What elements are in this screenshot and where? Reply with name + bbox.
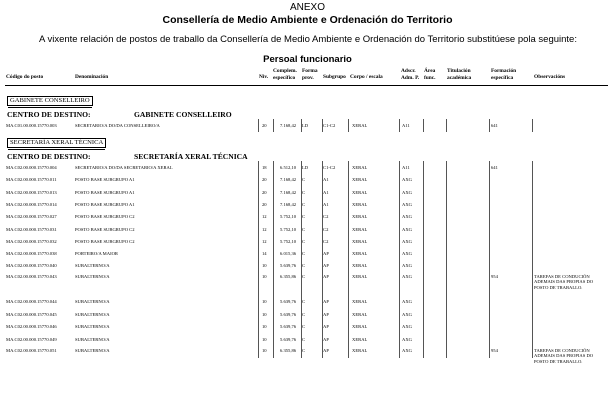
cell-complemento: 5.752,10 [280,227,297,232]
centro-name: GABINETE CONSELLEIRO [134,110,232,119]
cell-complemento: 5.639,76 [280,312,297,317]
column-separator [348,161,349,358]
group-box-gabinete: GABINETE CONSELLEIRO [7,96,93,106]
cell-codigo: MA.C02.00.000.15770.038 [6,251,57,256]
table-row [0,212,615,222]
column-separator [399,161,400,358]
cell-denominacion: POSTO BASE SUBGRUPO C2 [75,227,135,232]
column-separator [301,119,302,132]
cell-forma: C [302,214,306,219]
cell-adscr: AXG [402,251,412,256]
cell-complemento: 5.752,10 [280,214,297,219]
cell-adscr: AXG [402,312,412,317]
column-separator [322,161,323,358]
cell-subgrupo: A1 [323,202,329,207]
cell-subgrupo: AP [323,312,329,317]
cell-niv: 10 [262,348,267,353]
cell-denominacion: SUBALTERNO/A [75,312,110,317]
column-separator [322,119,323,132]
cell-forma: C [302,348,306,353]
table-row [0,188,615,198]
cell-observacions: TAREFAS DE CONDUCIÓN ADEMAIS DAS PROPIAS DO POSTO DE TRABALLO. [534,348,594,364]
cell-denominacion: SUBALTERNO/A [75,348,110,353]
header-rule [5,85,608,86]
col-subgrupo: Subgrupo [323,74,346,80]
cell-codigo: MA.C02.00.000.15770.004 [6,165,57,170]
cell-corpo: XERAL [352,227,368,232]
cell-observacions: TAREFAS DE CONDUCIÓN ADEMAIS DAS PROPIAS DO POSTO DE TRABALLO. [534,274,594,290]
cell-niv: 12 [262,239,267,244]
cell-subgrupo: AP [323,274,329,279]
cell-codigo: MA.C02.00.000.15770.040 [6,263,57,268]
cell-subgrupo: A1 [323,177,329,182]
col-observacions: Observacións [534,74,566,80]
cell-niv: 20 [262,202,267,207]
cell-complemento: 6.512,10 [280,165,297,170]
cell-codigo: MA.C02.00.000.15770.046 [6,324,57,329]
cell-corpo: XERAL [352,263,368,268]
table-row [0,121,615,131]
cell-denominacion: SUBALTERNO/A [75,337,110,342]
cell-corpo: XERAL [352,202,368,207]
annex-label: ANEXO [289,2,325,13]
table-row [0,237,615,247]
cell-adscr: AXG [402,299,412,304]
cell-corpo: XERAL [352,177,368,182]
centro-label: CENTRO DE DESTINO: [7,152,91,161]
centro-destino-secretaria [7,152,248,161]
centro-name: SECRETARÍA XERAL TÉCNICA [134,152,248,161]
cell-codigo: MA.C02.00.000.15770.011 [6,177,57,182]
cell-codigo: MA.C02.00.000.15770.051 [6,348,57,353]
table-row [0,175,615,185]
cell-forma: C [302,324,306,329]
cell-adscr: AXG [402,348,412,353]
table-row [0,346,615,364]
column-separator [532,119,533,132]
cell-niv: 10 [262,263,267,268]
cell-corpo: XERAL [352,348,368,353]
table-row [0,200,615,210]
cell-complemento: 7.168,42 [280,190,297,195]
table-row [0,163,615,173]
cell-forma: LD [302,165,309,170]
cell-formacion: 641 [491,165,498,170]
cell-forma: C [302,190,306,195]
cell-denominacion: POSTO BASE SUBGRUPO C2 [75,239,135,244]
cell-corpo: XERAL [352,312,368,317]
document-title: Consellería de Medio Ambiente e Ordenación do Territorio [162,14,453,26]
cell-corpo: XERAL [352,274,368,279]
cell-complemento: 5.639,76 [280,263,297,268]
cell-adscr: AXG [402,227,412,232]
cell-adscr: AXG [402,239,412,244]
cell-forma: C [302,263,306,268]
cell-complemento: 6.355,86 [280,274,297,279]
table-row [0,297,615,307]
cell-adscr: AXG [402,274,412,279]
table-row [0,322,615,332]
cell-denominacion: POSTO BASE SUBGRUPO C2 [75,214,135,219]
cell-niv: 10 [262,324,267,329]
cell-adscr: A11 [402,123,410,128]
cell-adscr: AXG [402,177,412,182]
cell-codigo: MA.C02.00.000.15770.045 [6,312,57,317]
cell-codigo: MA.C02.00.000.15770.027 [6,214,57,219]
cell-corpo: XERAL [352,239,368,244]
cell-adscr: AXG [402,190,412,195]
cell-subgrupo: AP [323,337,329,342]
column-separator [423,119,424,132]
intro-text: A vixente relación de postos de traballo da Consellería de Medio Ambiente e Ordenación do Territorio substitúese pola seguinte: [39,34,577,45]
cell-complemento: 7.168,42 [280,177,297,182]
cell-subgrupo: AP [323,324,329,329]
cell-corpo: XERAL [352,123,368,128]
column-separator [273,161,274,358]
cell-subgrupo: AP [323,348,329,353]
cell-adscr: AXG [402,202,412,207]
cell-denominacion: SECRETARIO/A DO/DA SECRETARIO/A XERAL [75,165,173,170]
cell-corpo: XERAL [352,337,368,342]
cell-adscr: A11 [402,165,410,170]
column-separator [258,119,259,132]
cell-formacion: 641 [491,123,498,128]
col-area: Área func. [424,68,436,81]
cell-forma: C [302,251,306,256]
cell-niv: 20 [262,177,267,182]
cell-codigo: MA.C02.00.000.15770.014 [6,202,57,207]
cell-complemento: 5.639,76 [280,299,297,304]
cell-denominacion: POSTO BASE SUBGRUPO A1 [75,190,135,195]
cell-codigo: MA.C02.00.000.15770.013 [6,190,57,195]
cell-complemento: 5.752,10 [280,239,297,244]
col-forma: Forma prov. [302,68,318,81]
cell-codigo: MA.C02.00.000.15770.031 [6,227,57,232]
group-box-secretaria: SECRETARÍA XERAL TÉCNICA [7,138,106,148]
cell-subgrupo: C1-C2 [323,165,336,170]
col-denominacion: Denominación [75,74,109,80]
cell-complemento: 7.168,42 [280,202,297,207]
column-separator [273,119,274,132]
cell-forma: LD [302,123,309,128]
cell-subgrupo: AP [323,299,329,304]
cell-subgrupo: AP [323,251,329,256]
cell-niv: 14 [262,251,267,256]
cell-forma: C [302,312,306,317]
cell-forma: C [302,202,306,207]
cell-codigo: MA.C02.00.000.15770.032 [6,239,57,244]
column-separator [301,161,302,358]
cell-corpo: XERAL [352,214,368,219]
table-row [0,335,615,345]
table-row [0,225,615,235]
column-separator [399,119,400,132]
cell-corpo: XERAL [352,299,368,304]
cell-corpo: XERAL [352,190,368,195]
cell-niv: 18 [262,165,267,170]
centro-destino-gabinete [7,110,232,119]
cell-subgrupo: C2 [323,227,329,232]
column-separator [348,119,349,132]
column-separator [532,161,533,358]
cell-formacion: 954 [491,274,498,279]
cell-corpo: XERAL [352,251,368,256]
col-adscr: Adscr. Adm. P. [401,68,420,81]
column-separator [423,161,424,358]
col-formacion: Formación específica [491,68,517,81]
cell-denominacion: PORTEIRO/A MAIOR [75,251,118,256]
cell-forma: C [302,299,306,304]
cell-formacion: 954 [491,348,498,353]
col-niv: Niv. [259,74,269,80]
cell-forma: C [302,274,306,279]
cell-denominacion: SUBALTERNO/A [75,274,110,279]
centro-label: CENTRO DE DESTINO: [7,110,91,119]
column-separator [489,161,490,358]
cell-denominacion: SECRETARIO/A DO/DA CONSELLEIRO/A [75,123,160,128]
cell-corpo: XERAL [352,324,368,329]
cell-subgrupo: C2 [323,214,329,219]
cell-adscr: AXG [402,324,412,329]
cell-complemento: 6.015,36 [280,251,297,256]
column-separator [489,119,490,132]
cell-adscr: AXG [402,337,412,342]
cell-denominacion: SUBALTERNO/A [75,299,110,304]
cell-codigo: MA.C02.00.000.15770.044 [6,299,57,304]
table-row [0,310,615,320]
cell-niv: 12 [262,227,267,232]
col-titulacion: Titulación académica [447,68,472,81]
cell-denominacion: SUBALTERNO/A [75,324,110,329]
cell-forma: C [302,239,306,244]
cell-complemento: 7.168,42 [280,123,297,128]
cell-subgrupo: A1 [323,190,329,195]
section-title: Persoal funcionario [263,54,352,65]
cell-niv: 10 [262,337,267,342]
col-codigo: Código do posto [6,74,44,80]
cell-subgrupo: AP [323,263,329,268]
table-row [0,272,615,290]
col-corpo: Corpo / escala [350,74,383,80]
cell-niv: 10 [262,299,267,304]
cell-denominacion: POSTO BASE SUBGRUPO A1 [75,202,135,207]
cell-niv: 20 [262,190,267,195]
cell-corpo: XERAL [352,165,368,170]
column-separator [258,161,259,358]
cell-complemento: 6.355,86 [280,348,297,353]
cell-adscr: AXG [402,263,412,268]
cell-denominacion: POSTO BASE SUBGRUPO A1 [75,177,135,182]
cell-complemento: 5.639,76 [280,324,297,329]
cell-forma: C [302,227,306,232]
col-complemento: Complem. específico [273,68,297,81]
cell-codigo: MA.C02.00.000.15770.043 [6,274,57,279]
cell-niv: 12 [262,214,267,219]
column-separator [446,161,447,358]
table-row [0,249,615,259]
table-row [0,261,615,271]
cell-subgrupo: C1-C2 [323,123,336,128]
cell-complemento: 5.639,76 [280,337,297,342]
cell-forma: C [302,177,306,182]
cell-niv: 10 [262,274,267,279]
cell-denominacion: SUBALTERNO/A [75,263,110,268]
cell-codigo: MA.C02.00.000.15770.049 [6,337,57,342]
cell-adscr: AXG [402,214,412,219]
cell-forma: C [302,337,306,342]
cell-codigo: MA.C01.00.000.15770.003 [6,123,57,128]
cell-subgrupo: C2 [323,239,329,244]
cell-niv: 20 [262,123,267,128]
cell-niv: 10 [262,312,267,317]
column-separator [446,119,447,132]
